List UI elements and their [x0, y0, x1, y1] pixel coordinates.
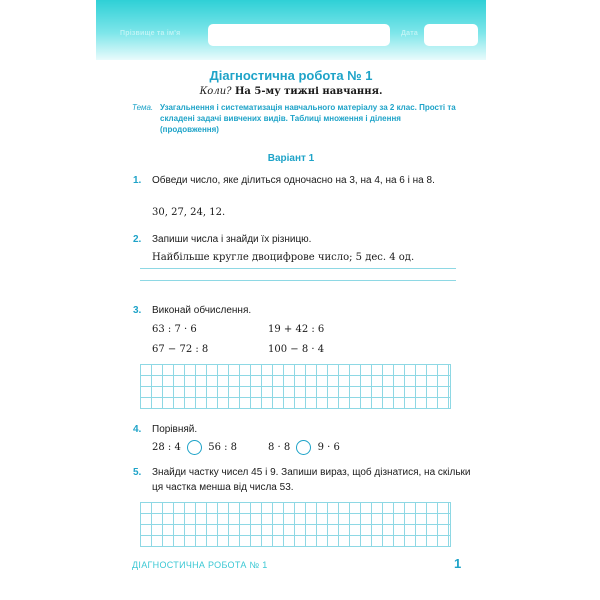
compare-left-1: 28 : 4	[152, 442, 181, 453]
answer-lines-2[interactable]	[140, 268, 456, 292]
compare-circle-1[interactable]	[187, 440, 202, 455]
subtitle-question: Коли?	[199, 86, 232, 97]
task-2-statement: Найбільше кругле двоцифрове число; 5 дес. 4 од.	[152, 252, 415, 263]
task-1-text: Обведи число, яке ділиться одночасно на 3, на 4, на 6 і на 8.	[152, 175, 435, 186]
name-label: Прізвище та ім'я	[120, 30, 181, 37]
task-2-number: 2.	[133, 234, 142, 245]
compare-circle-2[interactable]	[296, 440, 311, 455]
task-3-expr-1: 63 : 7 · 6	[152, 324, 197, 335]
date-field[interactable]	[424, 24, 478, 46]
page-title: Діагностична робота № 1	[209, 68, 373, 83]
compare-left-2: 8 · 8	[268, 442, 291, 453]
task-1-numbers: 30, 27, 24, 12.	[152, 207, 226, 218]
task-3-expr-3: 67 − 72 : 8	[152, 344, 209, 355]
task-4-pair-2	[268, 440, 388, 455]
variant-title: Варіант 1	[267, 153, 315, 164]
answer-grid-5[interactable]	[140, 502, 451, 547]
date-label: Дата	[401, 30, 419, 37]
task-2-text: Запиши числа і знайди їх різницю.	[152, 234, 312, 245]
task-5-number: 5.	[133, 467, 142, 478]
task-3-expr-4: 100 − 8 · 4	[268, 344, 325, 355]
worksheet-page	[96, 0, 486, 600]
compare-right-2: 9 · 6	[317, 442, 340, 453]
task-3-expr-2: 19 + 42 : 6	[268, 324, 325, 335]
header-band	[96, 0, 486, 60]
subtitle	[96, 86, 486, 97]
task-1-number: 1.	[133, 175, 142, 186]
task-3-text: Виконай обчислення.	[152, 305, 252, 316]
answer-grid-3[interactable]	[140, 364, 451, 409]
tema-label: Тема.	[132, 103, 154, 112]
task-4-text: Порівняй.	[152, 424, 198, 435]
footer-title: ДІАГНОСТИЧНА РОБОТА № 1	[132, 560, 268, 570]
task-3-number: 3.	[133, 305, 142, 316]
subtitle-answer: На 5-му тижні навчання.	[234, 86, 383, 97]
page-number: 1	[454, 556, 462, 571]
tema-text: Узагальнення і систематизація навчального матеріалу за 2 клас. Прості та складені задачі вивчених видів. Таблиці множення і ділення (продовження)	[160, 103, 456, 134]
task-5-text: Знайди частку чисел 45 і 9. Запиши вираз, щоб дізнатися, на скільки ця частка менша від числа 53.	[152, 467, 471, 493]
task-4-number: 4.	[133, 424, 142, 435]
name-field[interactable]	[208, 24, 390, 46]
compare-right-1: 56 : 8	[208, 442, 238, 453]
task-4-pair-1	[152, 440, 272, 455]
